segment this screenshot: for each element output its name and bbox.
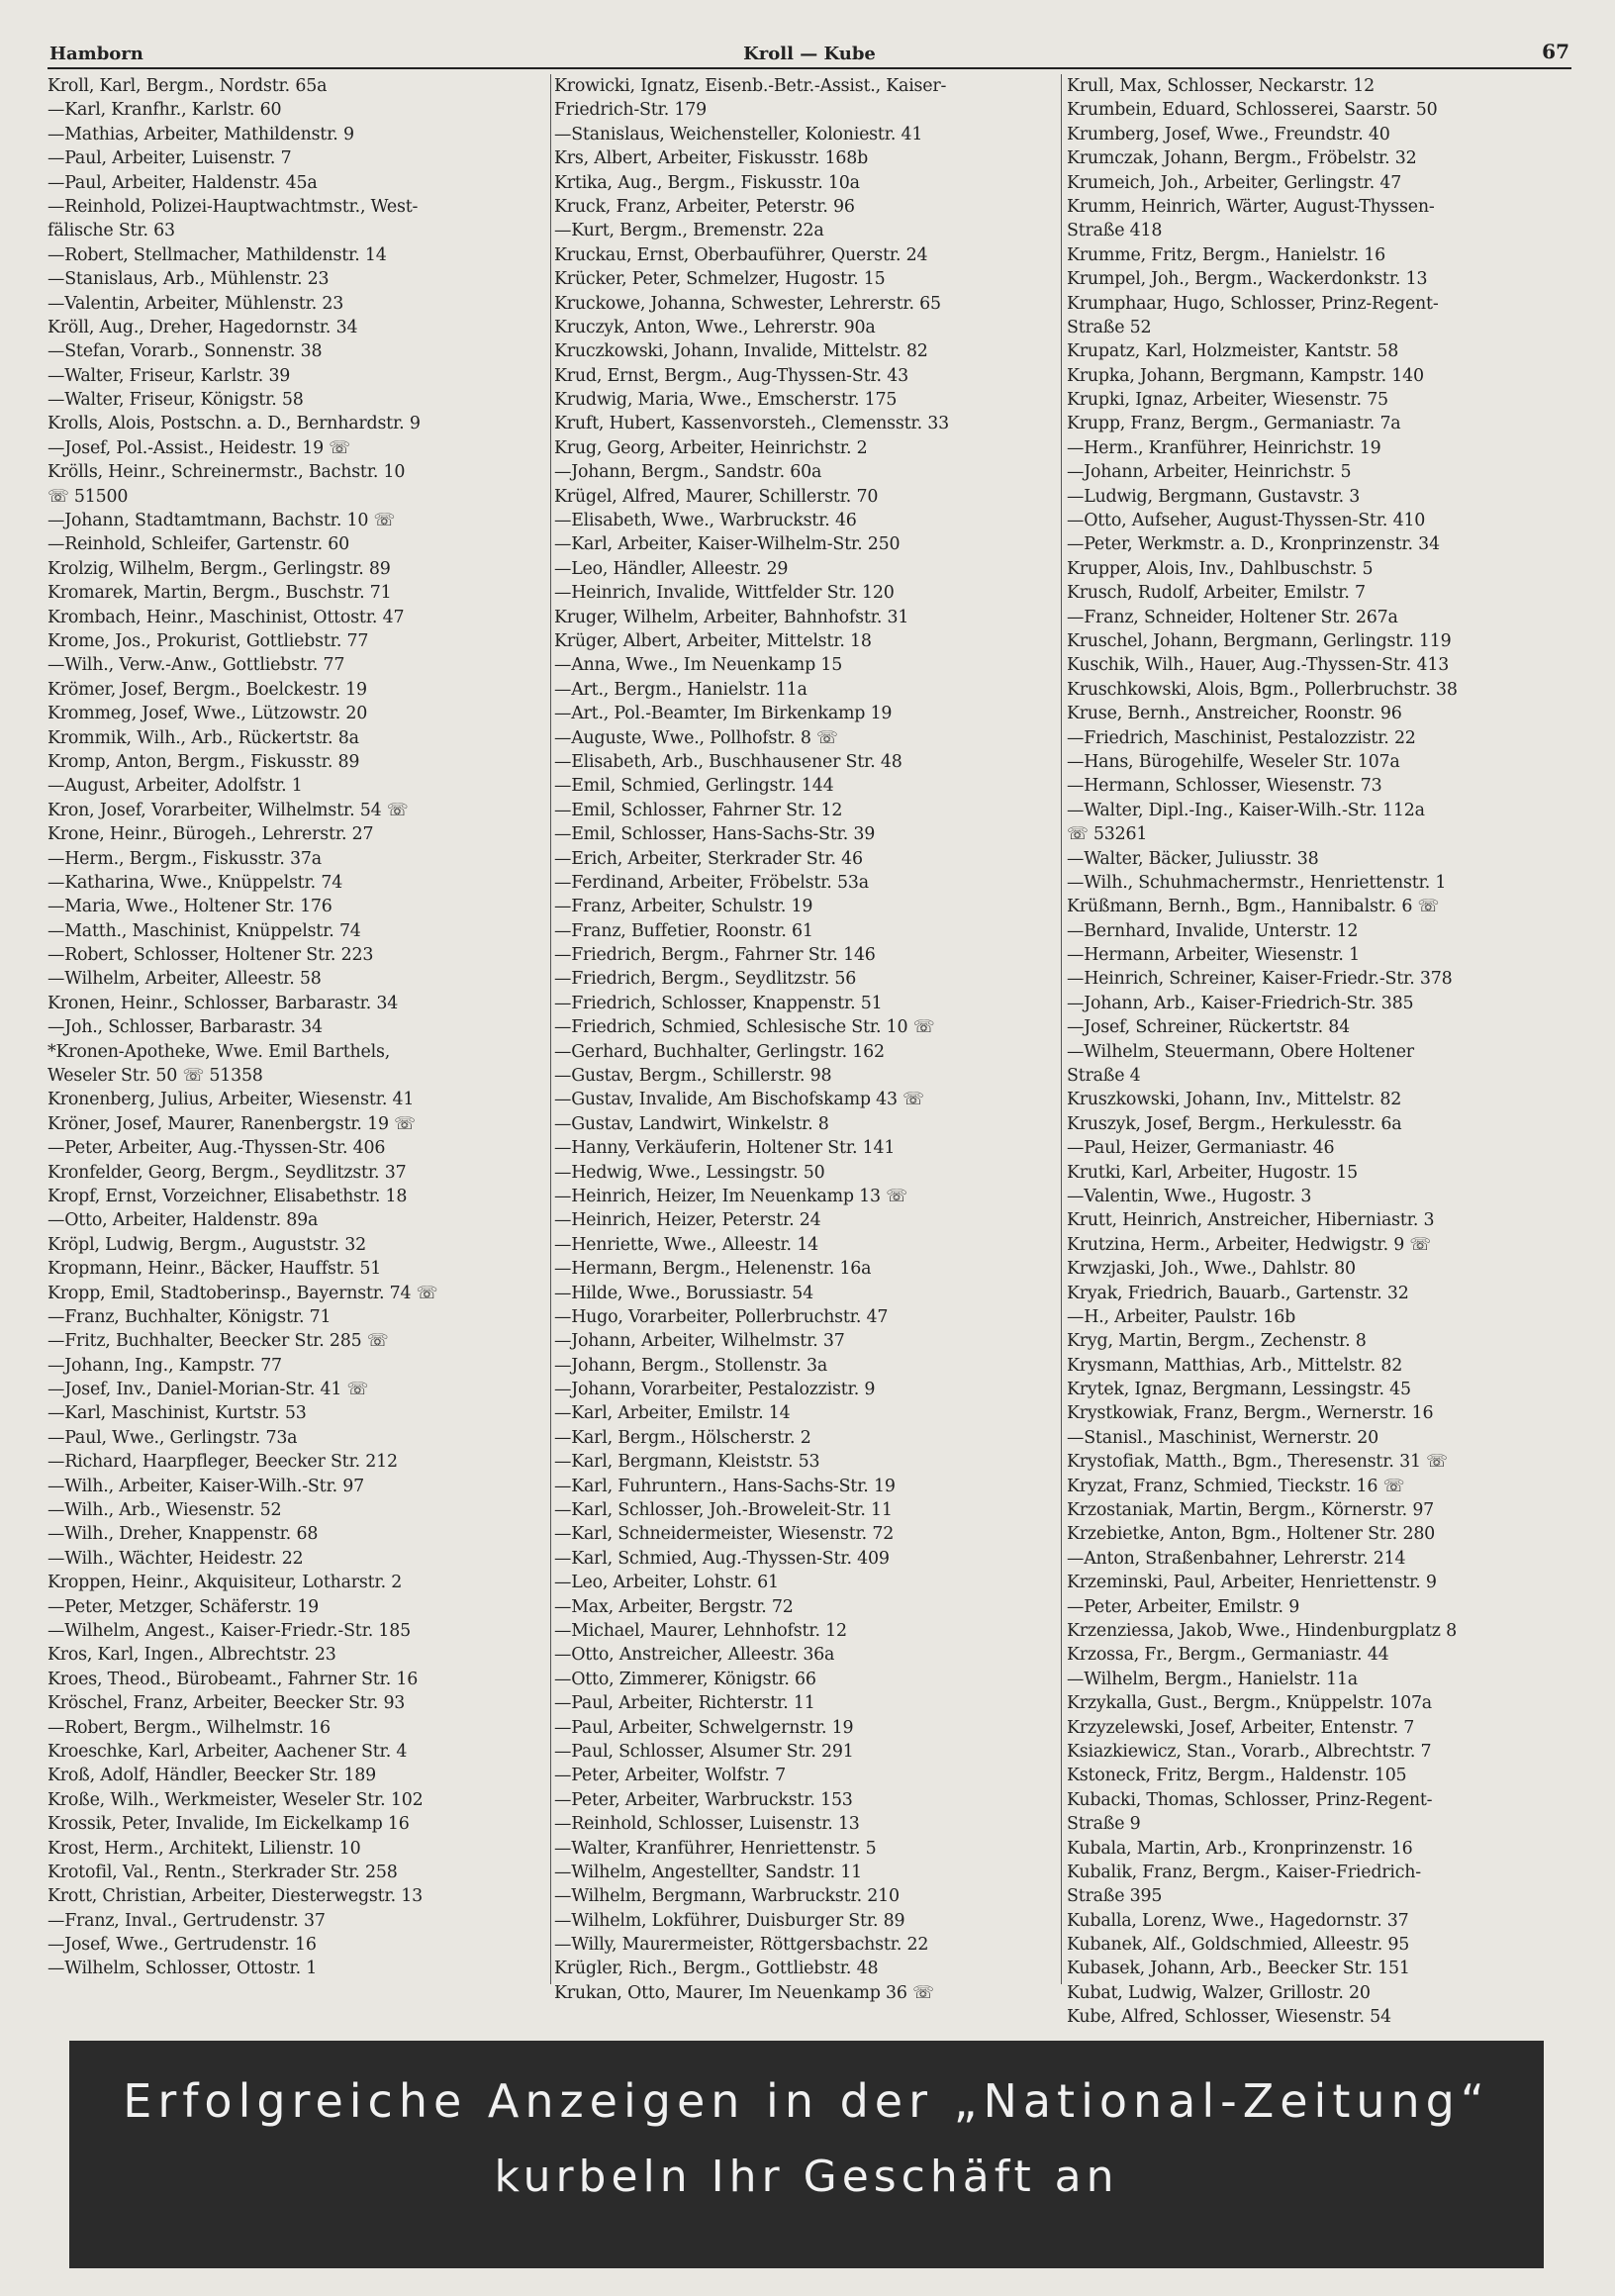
directory-entry: Krtika, Aug., Bergm., Fiskusstr. 10a bbox=[554, 172, 860, 193]
directory-entry: —Johann, Bergm., Stollenstr. 3a bbox=[554, 1355, 828, 1376]
directory-entry: —Henriette, Wwe., Alleestr. 14 bbox=[554, 1234, 818, 1255]
column-divider bbox=[550, 74, 551, 1984]
directory-entry: Krupki, Ignaz, Arbeiter, Wiesenstr. 75 bbox=[1067, 390, 1388, 411]
directory-entry: —Walter, Bäcker, Juliusstr. 38 bbox=[1067, 848, 1319, 869]
directory-entry: Krysmann, Matthias, Arb., Mittelstr. 82 bbox=[1067, 1355, 1403, 1376]
directory-entry: —Stanislaus, Weichensteller, Koloniestr. 41 bbox=[554, 124, 923, 144]
directory-entry: Krölls, Heinr., Schreinermstr., Bachstr. 10 bbox=[48, 462, 406, 483]
directory-entry: —Karl, Arbeiter, Emilstr. 14 bbox=[554, 1403, 791, 1424]
directory-entry: —Gustav, Invalide, Am Bischofskamp 43 ☏ bbox=[554, 1090, 924, 1110]
directory-entry: —Kurt, Bergm., Bremenstr. 22a bbox=[554, 221, 824, 241]
directory-entry: Kubasek, Johann, Arb., Beecker Str. 151 bbox=[1067, 1959, 1410, 1979]
directory-entry: Krudwig, Maria, Wwe., Emscherstr. 175 bbox=[554, 390, 898, 411]
directory-entry: —Valentin, Wwe., Hugostr. 3 bbox=[1067, 1186, 1312, 1206]
directory-entry: Kubanek, Alf., Goldschmied, Alleestr. 95 bbox=[1067, 1935, 1410, 1956]
directory-entry: Kstoneck, Fritz, Bergm., Haldenstr. 105 bbox=[1067, 1766, 1407, 1786]
directory-entry: Krolzig, Wilhelm, Bergm., Gerlingstr. 89 bbox=[48, 558, 391, 579]
directory-entry: —Willy, Maurermeister, Röttgersbachstr. 22 bbox=[554, 1935, 929, 1956]
directory-entry: Krossik, Peter, Invalide, Im Eickelkamp 16 bbox=[48, 1814, 410, 1835]
ad-line-2: kurbeln Ihr Geschäft an bbox=[494, 2152, 1119, 2202]
directory-entry: Krupper, Alois, Inv., Dahlbuschstr. 5 bbox=[1067, 558, 1374, 579]
directory-column-3 bbox=[1067, 74, 1573, 2030]
directory-entry: —Hermann, Schlosser, Wiesenstr. 73 bbox=[1067, 776, 1382, 797]
directory-entry: Kubat, Ludwig, Walzer, Grillostr. 20 bbox=[1067, 1982, 1371, 2003]
directory-entry: Krumphaar, Hugo, Schlosser, Prinz-Regent- bbox=[1067, 293, 1439, 314]
directory-entry: Krumczak, Johann, Bergm., Fröbelstr. 32 bbox=[1067, 148, 1417, 169]
directory-entry: —Franz, Buffetier, Roonstr. 61 bbox=[554, 920, 813, 941]
directory-entry: Kryg, Martin, Bergm., Zechenstr. 8 bbox=[1067, 1331, 1367, 1352]
directory-entry: *Kronen-Apotheke, Wwe. Emil Barthels, bbox=[48, 1041, 391, 1062]
directory-entry: Krupp, Franz, Bergm., Germaniastr. 7a bbox=[1067, 414, 1401, 434]
directory-entry: —Bernhard, Invalide, Unterstr. 12 bbox=[1067, 920, 1359, 941]
directory-entry: —Wilh., Wächter, Heidestr. 22 bbox=[48, 1548, 304, 1569]
directory-entry: —Reinhold, Polizei-Hauptwachtmstr., West- bbox=[48, 196, 419, 217]
directory-entry: —Heinrich, Heizer, Im Neuenkamp 13 ☏ bbox=[554, 1186, 907, 1206]
directory-entry: Krumpel, Joh., Bergm., Wackerdonkstr. 13 bbox=[1067, 269, 1428, 290]
directory-entry: Kuschik, Wilh., Hauer, Aug.-Thyssen-Str. 413 bbox=[1067, 655, 1450, 676]
directory-entry: —Robert, Stellmacher, Mathildenstr. 14 bbox=[48, 244, 387, 265]
directory-entry: Krytek, Ignaz, Bergmann, Lessingstr. 45 bbox=[1067, 1380, 1411, 1400]
directory-entry: Kronfelder, Georg, Bergm., Seydlitzstr. 37 bbox=[48, 1162, 407, 1183]
directory-entry: —Ludwig, Bergmann, Gustavstr. 3 bbox=[1067, 486, 1361, 507]
directory-entry: —Karl, Maschinist, Kurtstr. 53 bbox=[48, 1403, 307, 1424]
directory-entry: Kroll, Karl, Bergm., Nordstr. 65a bbox=[48, 76, 328, 96]
directory-entry: Kubala, Martin, Arb., Kronprinzenstr. 16 bbox=[1067, 1838, 1413, 1859]
directory-entry: Kroeschke, Karl, Arbeiter, Aachener Str. 4 bbox=[48, 1741, 408, 1762]
directory-entry: —Josef, Wwe., Gertrudenstr. 16 bbox=[48, 1935, 317, 1956]
directory-entry: Kruck, Franz, Arbeiter, Peterstr. 96 bbox=[554, 196, 855, 217]
directory-column-2 bbox=[554, 74, 1057, 2005]
directory-entry: Kube, Alfred, Schlosser, Wiesenstr. 54 bbox=[1067, 2007, 1391, 2028]
directory-entry: Krost, Herm., Architekt, Lilienstr. 10 bbox=[48, 1838, 361, 1859]
directory-entry: Krügler, Rich., Bergm., Gottliebstr. 48 bbox=[554, 1959, 879, 1979]
directory-entry: —Wilhelm, Schlosser, Ottostr. 1 bbox=[48, 1959, 318, 1979]
directory-entry: —Johann, Arbeiter, Heinrichstr. 5 bbox=[1067, 462, 1352, 483]
directory-entry: Kröschel, Franz, Arbeiter, Beecker Str. 93 bbox=[48, 1693, 406, 1714]
directory-entry: —Walter, Friseur, Karlstr. 39 bbox=[48, 365, 291, 386]
directory-entry: Krull, Max, Schlosser, Neckarstr. 12 bbox=[1067, 76, 1375, 96]
directory-entry: —Otto, Anstreicher, Alleestr. 36a bbox=[554, 1645, 835, 1666]
directory-entry: Krumeich, Joh., Arbeiter, Gerlingstr. 47 bbox=[1067, 172, 1402, 193]
directory-entry: —Otto, Aufseher, August-Thyssen-Str. 410 bbox=[1067, 511, 1426, 531]
directory-entry: —Friedrich, Schlosser, Knappenstr. 51 bbox=[554, 993, 883, 1013]
directory-entry: Krombach, Heinr., Maschinist, Ottostr. 47 bbox=[48, 607, 405, 627]
directory-entry: Krügel, Alfred, Maurer, Schillerstr. 70 bbox=[554, 486, 879, 507]
directory-entry: —Leo, Arbeiter, Lohstr. 61 bbox=[554, 1573, 779, 1593]
directory-entry: Krommik, Wilh., Arb., Rückertstr. 8a bbox=[48, 727, 359, 748]
directory-entry: Straße 52 bbox=[1067, 317, 1152, 337]
directory-entry: —Karl, Schmied, Aug.-Thyssen-Str. 409 bbox=[554, 1548, 890, 1569]
directory-entry: Kroppen, Heinr., Akquisiteur, Lotharstr. 2 bbox=[48, 1573, 403, 1593]
directory-entry: —Walter, Kranführer, Henriettenstr. 5 bbox=[554, 1838, 877, 1859]
directory-entry: —Michael, Maurer, Lehnhofstr. 12 bbox=[554, 1621, 847, 1641]
directory-entry: —Elisabeth, Arb., Buschhausener Str. 48 bbox=[554, 751, 902, 772]
directory-entry: —Friedrich, Bergm., Fahrner Str. 146 bbox=[554, 945, 876, 966]
directory-entry: —Anton, Straßenbahner, Lehrerstr. 214 bbox=[1067, 1548, 1406, 1569]
directory-entry: —Hanny, Verkäuferin, Holtener Str. 141 bbox=[554, 1138, 896, 1159]
directory-entry: —Paul, Arbeiter, Schwelgernstr. 19 bbox=[554, 1717, 854, 1738]
directory-entry: Weseler Str. 50 ☏ 51358 bbox=[48, 1066, 263, 1087]
directory-entry: —Emil, Schlosser, Hans-Sachs-Str. 39 bbox=[554, 824, 876, 845]
directory-entry: —Art., Pol.-Beamter, Im Birkenkamp 19 bbox=[554, 704, 893, 724]
directory-entry: —Wilhelm, Steuermann, Obere Holtener bbox=[1067, 1041, 1414, 1062]
directory-entry: Krusch, Rudolf, Arbeiter, Emilstr. 7 bbox=[1067, 583, 1366, 604]
directory-entry: —Karl, Bergmann, Kleiststr. 53 bbox=[554, 1452, 820, 1473]
directory-entry: Krystkowiak, Franz, Bergm., Wernerstr. 16 bbox=[1067, 1403, 1434, 1424]
directory-entry: Kubalik, Franz, Bergm., Kaiser-Friedrich- bbox=[1067, 1862, 1421, 1882]
directory-entry: Krzeminski, Paul, Arbeiter, Henriettenstr. 9 bbox=[1067, 1573, 1437, 1593]
directory-entry: —Franz, Inval., Gertrudenstr. 37 bbox=[48, 1910, 326, 1931]
directory-entry: —Herm., Kranführer, Heinrichstr. 19 bbox=[1067, 437, 1381, 458]
directory-entry: Krumme, Fritz, Bergm., Hanielstr. 16 bbox=[1067, 244, 1386, 265]
directory-entry: Friedrich-Str. 179 bbox=[554, 100, 708, 121]
directory-entry: Kryak, Friedrich, Bauarb., Gartenstr. 32 bbox=[1067, 1283, 1409, 1303]
directory-entry: —Paul, Arbeiter, Luisenstr. 7 bbox=[48, 148, 292, 169]
directory-entry: —Gustav, Landwirt, Winkelstr. 8 bbox=[554, 1113, 829, 1134]
directory-entry: —Elisabeth, Wwe., Warbruckstr. 46 bbox=[554, 511, 857, 531]
directory-entry: —Johann, Stadtamtmann, Bachstr. 10 ☏ bbox=[48, 511, 396, 531]
directory-entry: —Fritz, Buchhalter, Beecker Str. 285 ☏ bbox=[48, 1331, 389, 1352]
directory-entry: —H., Arbeiter, Paulstr. 16b bbox=[1067, 1306, 1296, 1327]
directory-entry: —Katharina, Wwe., Knüppelstr. 74 bbox=[48, 872, 343, 893]
directory-entry: Krystofiak, Matth., Bgm., Theresenstr. 31 ☏ bbox=[1067, 1452, 1448, 1473]
directory-entry: —Franz, Arbeiter, Schulstr. 19 bbox=[554, 897, 813, 917]
directory-entry: —Ferdinand, Arbeiter, Fröbelstr. 53a bbox=[554, 872, 869, 893]
directory-entry: Kropmann, Heinr., Bäcker, Hauffstr. 51 bbox=[48, 1259, 382, 1280]
directory-entry: —Paul, Heizer, Germaniastr. 46 bbox=[1067, 1138, 1335, 1159]
directory-entry: Straße 4 bbox=[1067, 1066, 1141, 1087]
directory-entry: Krzostaniak, Martin, Bergm., Körnerstr. 97 bbox=[1067, 1500, 1435, 1521]
directory-entry: —Wilhelm, Bergm., Hanielstr. 11a bbox=[1067, 1669, 1358, 1689]
directory-entry: Kros, Karl, Ingen., Albrechtstr. 23 bbox=[48, 1645, 336, 1666]
directory-entry: —Josef, Pol.-Assist., Heidestr. 19 ☏ bbox=[48, 437, 350, 458]
directory-entry: —Walter, Friseur, Königstr. 58 bbox=[48, 390, 304, 411]
directory-entry: Kuballa, Lorenz, Wwe., Hagedornstr. 37 bbox=[1067, 1910, 1409, 1931]
directory-entry: —Heinrich, Schreiner, Kaiser-Friedr.-Str. 378 bbox=[1067, 969, 1453, 990]
directory-entry: —Friedrich, Schmied, Schlesische Str. 10 ☏ bbox=[554, 1017, 935, 1038]
directory-entry: —Karl, Arbeiter, Kaiser-Wilhelm-Str. 250 bbox=[554, 534, 901, 555]
directory-entry: Kropp, Emil, Stadtoberinsp., Bayernstr. 74 ☏ bbox=[48, 1283, 438, 1303]
directory-entry: Krömer, Josef, Bergm., Boelckestr. 19 bbox=[48, 679, 367, 700]
directory-entry: Krumm, Heinrich, Wärter, August-Thyssen- bbox=[1067, 196, 1435, 217]
directory-entry: —Erich, Arbeiter, Sterkrader Str. 46 bbox=[554, 848, 863, 869]
directory-entry: —Paul, Arbeiter, Richterstr. 11 bbox=[554, 1693, 815, 1714]
directory-entry: —Hermann, Arbeiter, Wiesenstr. 1 bbox=[1067, 945, 1360, 966]
directory-entry: —Wilhelm, Angestellter, Sandstr. 11 bbox=[554, 1862, 863, 1882]
directory-entry: —Art., Bergm., Hanielstr. 11a bbox=[554, 679, 808, 700]
directory-entry: Krupatz, Karl, Holzmeister, Kantstr. 58 bbox=[1067, 341, 1399, 362]
directory-entry: —Karl, Fuhruntern., Hans-Sachs-Str. 19 bbox=[554, 1476, 896, 1496]
directory-entry: —Matth., Maschinist, Knüppelstr. 74 bbox=[48, 920, 361, 941]
advertisement-banner bbox=[69, 2041, 1544, 2268]
directory-entry: —Franz, Buchhalter, Königstr. 71 bbox=[48, 1306, 332, 1327]
directory-entry: Krumberg, Josef, Wwe., Freundstr. 40 bbox=[1067, 124, 1390, 144]
directory-entry: —Paul, Wwe., Gerlingstr. 73a bbox=[48, 1427, 298, 1448]
directory-entry: —Auguste, Wwe., Pollhofstr. 8 ☏ bbox=[554, 727, 838, 748]
page-number: 67 bbox=[1542, 40, 1569, 63]
directory-entry: Kronen, Heinr., Schlosser, Barbarastr. 34 bbox=[48, 993, 399, 1013]
directory-entry: —Robert, Schlosser, Holtener Str. 223 bbox=[48, 945, 374, 966]
directory-entry: Krs, Albert, Arbeiter, Fiskusstr. 168b bbox=[554, 148, 869, 169]
directory-entry: —Wilhelm, Lokführer, Duisburger Str. 89 bbox=[554, 1910, 905, 1931]
directory-entry: —Johann, Bergm., Sandstr. 60a bbox=[554, 462, 822, 483]
directory-entry: Straße 395 bbox=[1067, 1886, 1163, 1907]
directory-entry: —Wilh., Arb., Wiesenstr. 52 bbox=[48, 1500, 282, 1521]
directory-entry: Kroße, Wilh., Werkmeister, Weseler Str. 102 bbox=[48, 1789, 424, 1810]
directory-entry: Kruszyk, Josef, Bergm., Herkulesstr. 6a bbox=[1067, 1113, 1402, 1134]
directory-entry: Kromarek, Martin, Bergm., Buschstr. 71 bbox=[48, 583, 392, 604]
directory-entry: Krug, Georg, Arbeiter, Heinrichstr. 2 bbox=[554, 437, 868, 458]
directory-entry: Kromp, Anton, Bergm., Fiskusstr. 89 bbox=[48, 751, 360, 772]
directory-entry: Straße 9 bbox=[1067, 1814, 1141, 1835]
directory-entry: Krutt, Heinrich, Anstreicher, Hiberniastr. 3 bbox=[1067, 1210, 1435, 1231]
directory-entry: —Hermann, Bergm., Helenenstr. 16a bbox=[554, 1259, 872, 1280]
directory-entry: —Emil, Schmied, Gerlingstr. 144 bbox=[554, 776, 834, 797]
directory-entry: Kryzat, Franz, Schmied, Tieckstr. 16 ☏ bbox=[1067, 1476, 1405, 1496]
directory-entry: —Leo, Händler, Alleestr. 29 bbox=[554, 558, 789, 579]
directory-entry: Straße 418 bbox=[1067, 221, 1163, 241]
directory-entry: —Reinhold, Schlosser, Luisenstr. 13 bbox=[554, 1814, 860, 1835]
directory-entry: —Valentin, Arbeiter, Mühlenstr. 23 bbox=[48, 293, 344, 314]
directory-entry: Krüger, Albert, Arbeiter, Mittelstr. 18 bbox=[554, 630, 872, 651]
directory-entry: —Mathias, Arbeiter, Mathildenstr. 9 bbox=[48, 124, 354, 144]
directory-entry: —Joh., Schlosser, Barbarastr. 34 bbox=[48, 1017, 323, 1038]
directory-entry: Kruckau, Ernst, Oberbauführer, Querstr. 24 bbox=[554, 244, 928, 265]
directory-entry: fälische Str. 63 bbox=[48, 221, 175, 241]
directory-entry: Kroß, Adolf, Händler, Beecker Str. 189 bbox=[48, 1766, 376, 1786]
directory-entry: Kruczkowski, Johann, Invalide, Mittelstr. 82 bbox=[554, 341, 928, 362]
directory-entry: Kroes, Theod., Bürobeamt., Fahrner Str. 16 bbox=[48, 1669, 419, 1689]
directory-entry: Krotofil, Val., Rentn., Sterkrader Str. 258 bbox=[48, 1862, 398, 1882]
directory-entry: Krukan, Otto, Maurer, Im Neuenkamp 36 ☏ bbox=[554, 1982, 934, 2003]
directory-entry: Krzossa, Fr., Bergm., Germaniastr. 44 bbox=[1067, 1645, 1389, 1666]
directory-entry: Krowicki, Ignatz, Eisenb.-Betr.-Assist., Kaiser- bbox=[554, 76, 947, 96]
directory-entry: —Wilh., Dreher, Knappenstr. 68 bbox=[48, 1524, 319, 1545]
directory-entry: Kruger, Wilhelm, Arbeiter, Bahnhofstr. 31 bbox=[554, 607, 909, 627]
directory-entry: Krzyzelewski, Josef, Arbeiter, Entenstr. 7 bbox=[1067, 1717, 1415, 1738]
directory-entry: Krott, Christian, Arbeiter, Diesterwegstr. 13 bbox=[48, 1886, 424, 1907]
directory-entry: —Hilde, Wwe., Borussiastr. 54 bbox=[554, 1283, 814, 1303]
directory-entry: —Wilhelm, Arbeiter, Alleestr. 58 bbox=[48, 969, 322, 990]
directory-entry: —Peter, Arbeiter, Emilstr. 9 bbox=[1067, 1596, 1300, 1617]
directory-entry: Krutzina, Herm., Arbeiter, Hedwigstr. 9 ☏ bbox=[1067, 1234, 1431, 1255]
directory-entry: —Johann, Vorarbeiter, Pestalozzistr. 9 bbox=[554, 1380, 876, 1400]
directory-entry: —Walter, Dipl.-Ing., Kaiser-Wilh.-Str. 112a bbox=[1067, 800, 1425, 820]
directory-entry: —Robert, Bergm., Wilhelmstr. 16 bbox=[48, 1717, 331, 1738]
directory-entry: Ksiazkiewicz, Stan., Vorarb., Albrechtstr. 7 bbox=[1067, 1741, 1432, 1762]
directory-entry: —Johann, Arbeiter, Wilhelmstr. 37 bbox=[554, 1331, 845, 1352]
directory-entry: —Otto, Zimmerer, Königstr. 66 bbox=[554, 1669, 816, 1689]
directory-column-1 bbox=[48, 74, 550, 1981]
directory-entry: —Maria, Wwe., Holtener Str. 176 bbox=[48, 897, 332, 917]
directory-entry: —Peter, Metzger, Schäferstr. 19 bbox=[48, 1596, 320, 1617]
directory-entry: —Hedwig, Wwe., Lessingstr. 50 bbox=[554, 1162, 825, 1183]
directory-entry: Kron, Josef, Vorarbeiter, Wilhelmstr. 54 ☏ bbox=[48, 800, 409, 820]
directory-entry: —Reinhold, Schleifer, Gartenstr. 60 bbox=[48, 534, 349, 555]
directory-entry: Kruft, Hubert, Kassenvorsteh., Clemensstr. 33 bbox=[554, 414, 949, 434]
directory-entry: Krupka, Johann, Bergmann, Kampstr. 140 bbox=[1067, 365, 1424, 386]
header-city: Hamborn bbox=[49, 44, 143, 64]
directory-entry: —Gerhard, Buchhalter, Gerlingstr. 162 bbox=[554, 1041, 885, 1062]
page-header bbox=[48, 42, 1571, 69]
directory-entry: Kruschkowski, Alois, Bgm., Pollerbruchstr. 38 bbox=[1067, 679, 1458, 700]
directory-entry: —Hans, Bürogehilfe, Weseler Str. 107a bbox=[1067, 751, 1400, 772]
directory-entry: Krwzjaski, Joh., Wwe., Dahlstr. 80 bbox=[1067, 1259, 1356, 1280]
directory-entry: Kronenberg, Julius, Arbeiter, Wiesenstr. 41 bbox=[48, 1090, 415, 1110]
directory-entry: Krüßmann, Bernh., Bgm., Hannibalstr. 6 ☏ bbox=[1067, 897, 1440, 917]
directory-entry: —Johann, Arb., Kaiser-Friedrich-Str. 385 bbox=[1067, 993, 1414, 1013]
directory-entry: —Karl, Schlosser, Joh.-Broweleit-Str. 11 bbox=[554, 1500, 893, 1521]
directory-entry: Kropf, Ernst, Vorzeichner, Elisabethstr. 18 bbox=[48, 1186, 408, 1206]
directory-entry: Kruckowe, Johanna, Schwester, Lehrerstr. 65 bbox=[554, 293, 941, 314]
directory-entry: —Wilh., Schuhmachermstr., Henriettenstr. 1 bbox=[1067, 872, 1447, 893]
directory-entry: —Stanislaus, Arb., Mühlenstr. 23 bbox=[48, 269, 330, 290]
directory-entry: Krzykalla, Gust., Bergm., Knüppelstr. 107a bbox=[1067, 1693, 1432, 1714]
directory-entry: —Karl, Schneidermeister, Wiesenstr. 72 bbox=[554, 1524, 895, 1545]
directory-entry: —Wilh., Verw.-Anw., Gottliebstr. 77 bbox=[48, 655, 345, 676]
directory-entry: —Josef, Inv., Daniel-Morian-Str. 41 ☏ bbox=[48, 1380, 369, 1400]
ad-line-1: Erfolgreiche Anzeigen in der „National-Zeitung“ bbox=[123, 2074, 1490, 2128]
directory-entry: ☏ 53261 bbox=[1067, 824, 1148, 845]
directory-entry: Krommeg, Josef, Wwe., Lützowstr. 20 bbox=[48, 704, 368, 724]
directory-entry: —Stanisl., Maschinist, Wernerstr. 20 bbox=[1067, 1427, 1378, 1448]
directory-entry: Kruschel, Johann, Bergmann, Gerlingstr. 119 bbox=[1067, 630, 1452, 651]
directory-entry: Kruse, Bernh., Anstreicher, Roonstr. 96 bbox=[1067, 704, 1402, 724]
directory-entry: —Stefan, Vorarb., Sonnenstr. 38 bbox=[48, 341, 323, 362]
directory-entry: Krutki, Karl, Arbeiter, Hugostr. 15 bbox=[1067, 1162, 1359, 1183]
directory-entry: Kröll, Aug., Dreher, Hagedornstr. 34 bbox=[48, 317, 358, 337]
directory-entry: Krzenziessa, Jakob, Wwe., Hindenburgplatz 8 bbox=[1067, 1621, 1457, 1641]
directory-entry: —Friedrich, Bergm., Seydlitzstr. 56 bbox=[554, 969, 857, 990]
directory-entry: Krome, Jos., Prokurist, Gottliebstr. 77 bbox=[48, 630, 369, 651]
directory-entry: —Wilh., Arbeiter, Kaiser-Wilh.-Str. 97 bbox=[48, 1476, 365, 1496]
directory-entry: —Johann, Ing., Kampstr. 77 bbox=[48, 1355, 282, 1376]
directory-entry: —Heinrich, Invalide, Wittfelder Str. 120 bbox=[554, 583, 895, 604]
directory-entry: —Karl, Bergm., Hölscherstr. 2 bbox=[554, 1427, 811, 1448]
directory-entry: Kruszkowski, Johann, Inv., Mittelstr. 82 bbox=[1067, 1090, 1402, 1110]
directory-entry: Krücker, Peter, Schmelzer, Hugostr. 15 bbox=[554, 269, 886, 290]
directory-entry: —Peter, Arbeiter, Wolfstr. 7 bbox=[554, 1766, 786, 1786]
directory-entry: Krumbein, Eduard, Schlosserei, Saarstr. 50 bbox=[1067, 100, 1438, 121]
directory-entry: ☏ 51500 bbox=[48, 486, 129, 507]
column-divider bbox=[1061, 74, 1062, 1984]
directory-entry: Krolls, Alois, Postschn. a. D., Bernhardstr. 9 bbox=[48, 414, 421, 434]
directory-entry: —Peter, Arbeiter, Warbruckstr. 153 bbox=[554, 1789, 853, 1810]
directory-entry: —Heinrich, Heizer, Peterstr. 24 bbox=[554, 1210, 821, 1231]
directory-entry: —Wilhelm, Angest., Kaiser-Friedr.-Str. 185 bbox=[48, 1621, 412, 1641]
directory-entry: —Emil, Schlosser, Fahrner Str. 12 bbox=[554, 800, 843, 820]
directory-entry: —Friedrich, Maschinist, Pestalozzistr. 22 bbox=[1067, 727, 1416, 748]
directory-entry: Kubacki, Thomas, Schlosser, Prinz-Regent- bbox=[1067, 1789, 1433, 1810]
directory-entry: —Paul, Arbeiter, Haldenstr. 45a bbox=[48, 172, 318, 193]
header-range: Kroll — Kube bbox=[743, 44, 876, 64]
directory-entry: Kruczyk, Anton, Wwe., Lehrerstr. 90a bbox=[554, 317, 876, 337]
directory-entry: —August, Arbeiter, Adolfstr. 1 bbox=[48, 776, 303, 797]
directory-entry: —Peter, Werkmstr. a. D., Kronprinzenstr. 34 bbox=[1067, 534, 1440, 555]
directory-entry: —Herm., Bergm., Fiskusstr. 37a bbox=[48, 848, 322, 869]
directory-entry: Krone, Heinr., Bürogeh., Lehrerstr. 27 bbox=[48, 824, 374, 845]
directory-entry: Kröpl, Ludwig, Bergm., Auguststr. 32 bbox=[48, 1234, 366, 1255]
directory-entry: Krud, Ernst, Bergm., Aug-Thyssen-Str. 43 bbox=[554, 365, 908, 386]
directory-entry: —Max, Arbeiter, Bergstr. 72 bbox=[554, 1596, 794, 1617]
directory-entry: —Richard, Haarpfleger, Beecker Str. 212 bbox=[48, 1452, 398, 1473]
directory-entry: —Wilhelm, Bergmann, Warbruckstr. 210 bbox=[554, 1886, 900, 1907]
directory-entry: —Paul, Schlosser, Alsumer Str. 291 bbox=[554, 1741, 854, 1762]
directory-entry: —Gustav, Bergm., Schillerstr. 98 bbox=[554, 1066, 832, 1087]
directory-entry: —Peter, Arbeiter, Aug.-Thyssen-Str. 406 bbox=[48, 1138, 386, 1159]
directory-entry: —Karl, Kranfhr., Karlstr. 60 bbox=[48, 100, 282, 121]
directory-entry: —Franz, Schneider, Holtener Str. 267a bbox=[1067, 607, 1398, 627]
directory-entry: Kröner, Josef, Maurer, Ranenbergstr. 19 ☏ bbox=[48, 1113, 416, 1134]
directory-entry: —Otto, Arbeiter, Haldenstr. 89a bbox=[48, 1210, 319, 1231]
directory-entry: —Anna, Wwe., Im Neuenkamp 15 bbox=[554, 655, 843, 676]
directory-entry: Krzebietke, Anton, Bgm., Holtener Str. 280 bbox=[1067, 1524, 1436, 1545]
directory-entry: —Hugo, Vorarbeiter, Pollerbruchstr. 47 bbox=[554, 1306, 889, 1327]
directory-entry: —Josef, Schreiner, Rückertstr. 84 bbox=[1067, 1017, 1350, 1038]
